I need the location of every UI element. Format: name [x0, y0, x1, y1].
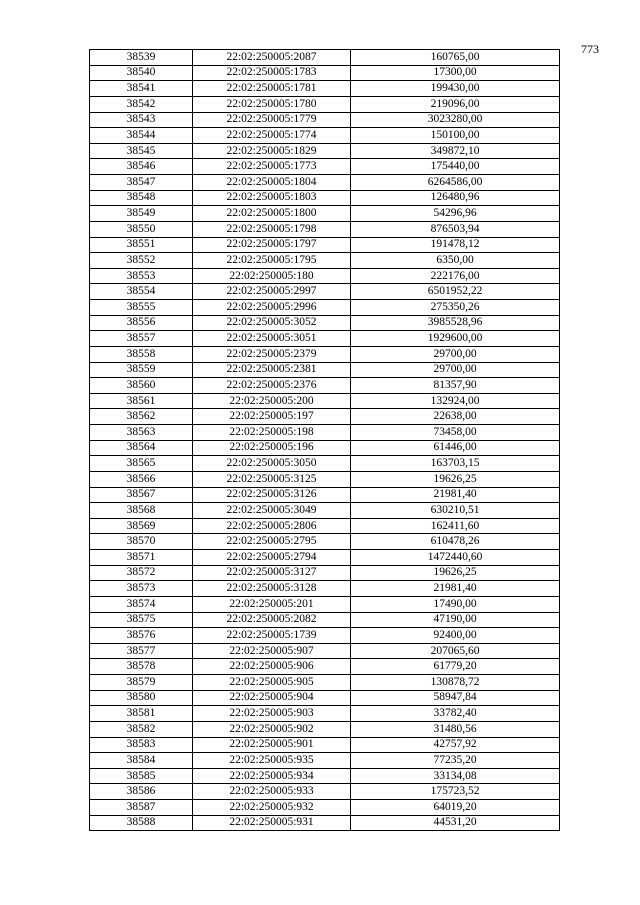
cadastral-number-cell: 22:02:250005:1795	[193, 253, 351, 269]
cadastral-value-cell: 126480,96	[351, 190, 560, 206]
table-row	[90, 815, 560, 831]
row-number-cell: 38553	[90, 268, 193, 284]
table-row	[90, 143, 560, 159]
table-row	[90, 596, 560, 612]
cadastral-value-cell: 275350,26	[351, 300, 560, 316]
row-number-cell: 38582	[90, 721, 193, 737]
table-row	[90, 268, 560, 284]
row-number-cell: 38551	[90, 237, 193, 253]
cadastral-number-cell: 22:02:250005:1783	[193, 65, 351, 81]
table-row	[90, 50, 560, 66]
table-row	[90, 440, 560, 456]
cadastral-number-cell: 22:02:250005:200	[193, 393, 351, 409]
table-row	[90, 612, 560, 628]
row-number-cell: 38558	[90, 346, 193, 362]
table-row	[90, 159, 560, 175]
row-number-cell: 38543	[90, 112, 193, 128]
row-number-cell: 38570	[90, 534, 193, 550]
table-row	[90, 362, 560, 378]
table-row	[90, 237, 560, 253]
row-number-cell: 38577	[90, 643, 193, 659]
row-number-cell: 38584	[90, 753, 193, 769]
cadastral-value-cell: 29700,00	[351, 362, 560, 378]
cadastral-value-cell: 17490,00	[351, 596, 560, 612]
table-row	[90, 393, 560, 409]
row-number-cell: 38554	[90, 284, 193, 300]
row-number-cell: 38544	[90, 128, 193, 144]
cadastral-value-cell: 1929600,00	[351, 331, 560, 347]
cadastral-number-cell: 22:02:250005:3128	[193, 581, 351, 597]
row-number-cell: 38588	[90, 815, 193, 831]
cadastral-number-cell: 22:02:250005:1804	[193, 175, 351, 191]
row-number-cell: 38571	[90, 550, 193, 566]
cadastral-value-cell: 31480,56	[351, 721, 560, 737]
cadastral-value-cell: 44531,20	[351, 815, 560, 831]
cadastral-number-cell: 22:02:250005:904	[193, 690, 351, 706]
cadastral-number-cell: 22:02:250005:198	[193, 425, 351, 441]
cadastral-number-cell: 22:02:250005:2082	[193, 612, 351, 628]
table-row	[90, 487, 560, 503]
cadastral-value-cell: 1472440,60	[351, 550, 560, 566]
cadastral-value-cell: 630210,51	[351, 503, 560, 519]
page-number: 773	[581, 42, 599, 56]
cadastral-number-cell: 22:02:250005:1800	[193, 206, 351, 222]
row-number-cell: 38568	[90, 503, 193, 519]
row-number-cell: 38559	[90, 362, 193, 378]
cadastral-number-cell: 22:02:250005:906	[193, 659, 351, 675]
row-number-cell: 38573	[90, 581, 193, 597]
cadastral-value-cell: 219096,00	[351, 96, 560, 112]
table-row	[90, 800, 560, 816]
cadastral-value-cell: 29700,00	[351, 346, 560, 362]
table-row	[90, 534, 560, 550]
row-number-cell: 38583	[90, 737, 193, 753]
row-number-cell: 38555	[90, 300, 193, 316]
row-number-cell: 38550	[90, 221, 193, 237]
row-number-cell: 38576	[90, 628, 193, 644]
row-number-cell: 38562	[90, 409, 193, 425]
table-row	[90, 737, 560, 753]
row-number-cell: 38574	[90, 596, 193, 612]
table-row	[90, 190, 560, 206]
cadastral-number-cell: 22:02:250005:1779	[193, 112, 351, 128]
row-number-cell: 38580	[90, 690, 193, 706]
row-number-cell: 38547	[90, 175, 193, 191]
cadastral-value-cell: 160765,00	[351, 50, 560, 66]
cadastral-value-cell: 150100,00	[351, 128, 560, 144]
cadastral-number-cell: 22:02:250005:932	[193, 800, 351, 816]
cadastral-value-cell: 61446,00	[351, 440, 560, 456]
cadastral-value-cell: 33134,08	[351, 768, 560, 784]
cadastral-value-cell: 47190,00	[351, 612, 560, 628]
table-row	[90, 253, 560, 269]
row-number-cell: 38563	[90, 425, 193, 441]
table-row	[90, 425, 560, 441]
cadastral-number-cell: 22:02:250005:2794	[193, 550, 351, 566]
cadastral-value-cell: 610478,26	[351, 534, 560, 550]
cadastral-value-table	[89, 49, 560, 831]
table-row	[90, 409, 560, 425]
cadastral-value-cell: 3023280,00	[351, 112, 560, 128]
cadastral-number-cell: 22:02:250005:907	[193, 643, 351, 659]
cadastral-number-cell: 22:02:250005:3125	[193, 471, 351, 487]
cadastral-value-cell: 163703,15	[351, 456, 560, 472]
table-row	[90, 753, 560, 769]
table-row	[90, 706, 560, 722]
table-row	[90, 221, 560, 237]
table-row	[90, 721, 560, 737]
cadastral-number-cell: 22:02:250005:3051	[193, 331, 351, 347]
cadastral-value-cell: 73458,00	[351, 425, 560, 441]
cadastral-number-cell: 22:02:250005:1829	[193, 143, 351, 159]
table-row	[90, 768, 560, 784]
row-number-cell: 38539	[90, 50, 193, 66]
row-number-cell: 38569	[90, 518, 193, 534]
row-number-cell: 38564	[90, 440, 193, 456]
cadastral-value-cell: 175723,52	[351, 784, 560, 800]
row-number-cell: 38579	[90, 675, 193, 691]
table-row	[90, 784, 560, 800]
row-number-cell: 38541	[90, 81, 193, 97]
row-number-cell: 38565	[90, 456, 193, 472]
cadastral-value-cell: 6350,00	[351, 253, 560, 269]
cadastral-number-cell: 22:02:250005:2381	[193, 362, 351, 378]
cadastral-number-cell: 22:02:250005:905	[193, 675, 351, 691]
cadastral-number-cell: 22:02:250005:2087	[193, 50, 351, 66]
cadastral-number-cell: 22:02:250005:935	[193, 753, 351, 769]
row-number-cell: 38566	[90, 471, 193, 487]
table-row	[90, 300, 560, 316]
table-row	[90, 378, 560, 394]
cadastral-number-cell: 22:02:250005:931	[193, 815, 351, 831]
cadastral-number-cell: 22:02:250005:3049	[193, 503, 351, 519]
row-number-cell: 38548	[90, 190, 193, 206]
cadastral-value-cell: 876503,94	[351, 221, 560, 237]
table-row	[90, 550, 560, 566]
cadastral-value-cell: 207065,60	[351, 643, 560, 659]
table-row	[90, 628, 560, 644]
cadastral-number-cell: 22:02:250005:1774	[193, 128, 351, 144]
cadastral-value-cell: 42757,92	[351, 737, 560, 753]
cadastral-number-cell: 22:02:250005:903	[193, 706, 351, 722]
cadastral-number-cell: 22:02:250005:1797	[193, 237, 351, 253]
row-number-cell: 38557	[90, 331, 193, 347]
cadastral-value-cell: 54296,96	[351, 206, 560, 222]
cadastral-number-cell: 22:02:250005:1781	[193, 81, 351, 97]
cadastral-value-cell: 6264586,00	[351, 175, 560, 191]
cadastral-number-cell: 22:02:250005:180	[193, 268, 351, 284]
cadastral-value-cell: 6501952,22	[351, 284, 560, 300]
table-row	[90, 284, 560, 300]
table-row	[90, 128, 560, 144]
cadastral-value-cell: 22638,00	[351, 409, 560, 425]
cadastral-number-cell: 22:02:250005:934	[193, 768, 351, 784]
row-number-cell: 38549	[90, 206, 193, 222]
table-row	[90, 96, 560, 112]
cadastral-number-cell: 22:02:250005:933	[193, 784, 351, 800]
row-number-cell: 38587	[90, 800, 193, 816]
cadastral-value-cell: 3985528,96	[351, 315, 560, 331]
row-number-cell: 38552	[90, 253, 193, 269]
table-row	[90, 471, 560, 487]
cadastral-number-cell: 22:02:250005:1780	[193, 96, 351, 112]
row-number-cell: 38586	[90, 784, 193, 800]
cadastral-number-cell: 22:02:250005:2806	[193, 518, 351, 534]
row-number-cell: 38585	[90, 768, 193, 784]
cadastral-value-cell: 17300,00	[351, 65, 560, 81]
row-number-cell: 38560	[90, 378, 193, 394]
table-row	[90, 503, 560, 519]
cadastral-value-cell: 81357,90	[351, 378, 560, 394]
table-row	[90, 206, 560, 222]
cadastral-value-cell: 58947,84	[351, 690, 560, 706]
row-number-cell: 38545	[90, 143, 193, 159]
cadastral-value-cell: 21981,40	[351, 581, 560, 597]
cadastral-number-cell: 22:02:250005:197	[193, 409, 351, 425]
cadastral-number-cell: 22:02:250005:2379	[193, 346, 351, 362]
row-number-cell: 38572	[90, 565, 193, 581]
cadastral-value-cell: 92400,00	[351, 628, 560, 644]
table-row	[90, 675, 560, 691]
cadastral-number-cell: 22:02:250005:2376	[193, 378, 351, 394]
table-row	[90, 175, 560, 191]
row-number-cell: 38561	[90, 393, 193, 409]
cadastral-value-cell: 199430,00	[351, 81, 560, 97]
row-number-cell: 38567	[90, 487, 193, 503]
table-row	[90, 565, 560, 581]
cadastral-value-cell: 19626,25	[351, 565, 560, 581]
table-body	[90, 50, 560, 831]
row-number-cell: 38546	[90, 159, 193, 175]
table-row	[90, 581, 560, 597]
table-row	[90, 346, 560, 362]
row-number-cell: 38578	[90, 659, 193, 675]
table-row	[90, 331, 560, 347]
cadastral-number-cell: 22:02:250005:901	[193, 737, 351, 753]
cadastral-value-cell: 175440,00	[351, 159, 560, 175]
cadastral-number-cell: 22:02:250005:2996	[193, 300, 351, 316]
cadastral-value-cell: 349872,10	[351, 143, 560, 159]
cadastral-value-cell: 33782,40	[351, 706, 560, 722]
cadastral-number-cell: 22:02:250005:1739	[193, 628, 351, 644]
cadastral-number-cell: 22:02:250005:201	[193, 596, 351, 612]
table-row	[90, 315, 560, 331]
table-row	[90, 643, 560, 659]
cadastral-number-cell: 22:02:250005:1773	[193, 159, 351, 175]
table-row	[90, 81, 560, 97]
cadastral-value-cell: 222176,00	[351, 268, 560, 284]
cadastral-number-cell: 22:02:250005:3127	[193, 565, 351, 581]
cadastral-value-cell: 61779,20	[351, 659, 560, 675]
cadastral-number-cell: 22:02:250005:3050	[193, 456, 351, 472]
table-row	[90, 690, 560, 706]
table-row	[90, 112, 560, 128]
table-row	[90, 65, 560, 81]
table-row	[90, 456, 560, 472]
cadastral-number-cell: 22:02:250005:1803	[193, 190, 351, 206]
cadastral-number-cell: 22:02:250005:3126	[193, 487, 351, 503]
cadastral-number-cell: 22:02:250005:1798	[193, 221, 351, 237]
cadastral-value-cell: 21981,40	[351, 487, 560, 503]
table-row	[90, 659, 560, 675]
cadastral-value-cell: 191478,12	[351, 237, 560, 253]
table-row	[90, 518, 560, 534]
row-number-cell: 38542	[90, 96, 193, 112]
cadastral-number-cell: 22:02:250005:2997	[193, 284, 351, 300]
row-number-cell: 38540	[90, 65, 193, 81]
cadastral-value-cell: 130878,72	[351, 675, 560, 691]
row-number-cell: 38581	[90, 706, 193, 722]
cadastral-value-cell: 64019,20	[351, 800, 560, 816]
cadastral-value-cell: 132924,00	[351, 393, 560, 409]
row-number-cell: 38575	[90, 612, 193, 628]
cadastral-number-cell: 22:02:250005:196	[193, 440, 351, 456]
cadastral-value-cell: 77235,20	[351, 753, 560, 769]
cadastral-value-cell: 19626,25	[351, 471, 560, 487]
cadastral-number-cell: 22:02:250005:3052	[193, 315, 351, 331]
cadastral-number-cell: 22:02:250005:902	[193, 721, 351, 737]
row-number-cell: 38556	[90, 315, 193, 331]
cadastral-value-cell: 162411,60	[351, 518, 560, 534]
cadastral-number-cell: 22:02:250005:2795	[193, 534, 351, 550]
